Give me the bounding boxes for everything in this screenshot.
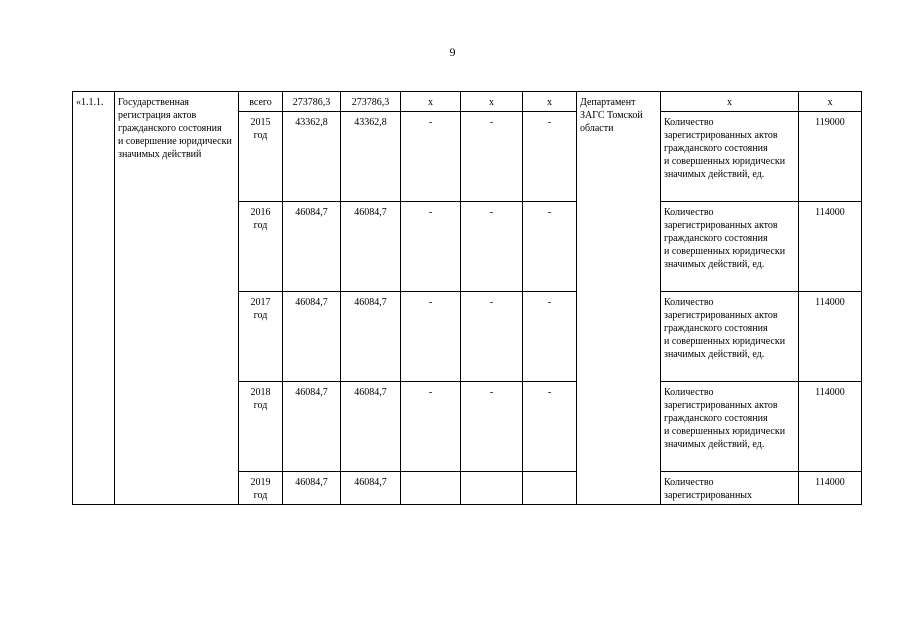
- department: Департамент ЗАГС Томской области: [577, 92, 661, 505]
- cell-total-v5: х: [523, 92, 577, 112]
- indicator-cell: Количество зарегистрированных актов гражданского состояния и совершенных юридически значимых действий, ед.: [661, 292, 799, 382]
- cell-total-indicator: х: [661, 92, 799, 112]
- cell-v1: 46084,7: [283, 202, 341, 292]
- cell-total-v2: 273786,3: [341, 92, 401, 112]
- target-cell: 119000: [799, 112, 862, 202]
- cell-v4: -: [461, 292, 523, 382]
- cell-v3: -: [401, 202, 461, 292]
- cell-v5: -: [523, 382, 577, 472]
- target-cell: 114000: [799, 202, 862, 292]
- cell-v1: 43362,8: [283, 112, 341, 202]
- target-cell: 114000: [799, 472, 862, 505]
- indicator-cell: Количество зарегистрированных: [661, 472, 799, 505]
- indicator-cell: Количество зарегистрированных актов гражданского состояния и совершенных юридически значимых действий, ед.: [661, 112, 799, 202]
- target-cell: 114000: [799, 292, 862, 382]
- cell-v2: 43362,8: [341, 112, 401, 202]
- cell-v3: -: [401, 112, 461, 202]
- cell-v4: -: [461, 202, 523, 292]
- cell-v4: [461, 472, 523, 505]
- item-code: «1.1.1.: [73, 92, 115, 505]
- cell-v2: 46084,7: [341, 292, 401, 382]
- cell-total-v3: х: [401, 92, 461, 112]
- page-number: 9: [449, 45, 456, 59]
- cell-v5: [523, 472, 577, 505]
- year-cell: 2017 год: [239, 292, 283, 382]
- table-row-total: [73, 92, 862, 112]
- year-cell: 2016 год: [239, 202, 283, 292]
- cell-v2: 46084,7: [341, 202, 401, 292]
- item-name: Государственная регистрация актов гражданского состояния и совершение юридически значимых действий: [115, 92, 239, 505]
- cell-total-v1: 273786,3: [283, 92, 341, 112]
- cell-v3: [401, 472, 461, 505]
- year-cell: 2018 год: [239, 382, 283, 472]
- indicator-cell: Количество зарегистрированных актов гражданского состояния и совершенных юридически значимых действий, ед.: [661, 382, 799, 472]
- cell-v1: 46084,7: [283, 472, 341, 505]
- target-cell: 114000: [799, 382, 862, 472]
- cell-v5: -: [523, 112, 577, 202]
- program-table: [72, 91, 862, 505]
- cell-v1: 46084,7: [283, 292, 341, 382]
- cell-v3: -: [401, 292, 461, 382]
- cell-v4: -: [461, 112, 523, 202]
- cell-v1: 46084,7: [283, 382, 341, 472]
- cell-total-target: х: [799, 92, 862, 112]
- cell-v5: -: [523, 292, 577, 382]
- year-cell: 2019 год: [239, 472, 283, 505]
- cell-v2: 46084,7: [341, 382, 401, 472]
- cell-total-v4: х: [461, 92, 523, 112]
- cell-v2: 46084,7: [341, 472, 401, 505]
- cell-v3: -: [401, 382, 461, 472]
- year-cell: 2015 год: [239, 112, 283, 202]
- period-label: всего: [239, 92, 283, 112]
- cell-v4: -: [461, 382, 523, 472]
- indicator-cell: Количество зарегистрированных актов гражданского состояния и совершенных юридически значимых действий, ед.: [661, 202, 799, 292]
- cell-v5: -: [523, 202, 577, 292]
